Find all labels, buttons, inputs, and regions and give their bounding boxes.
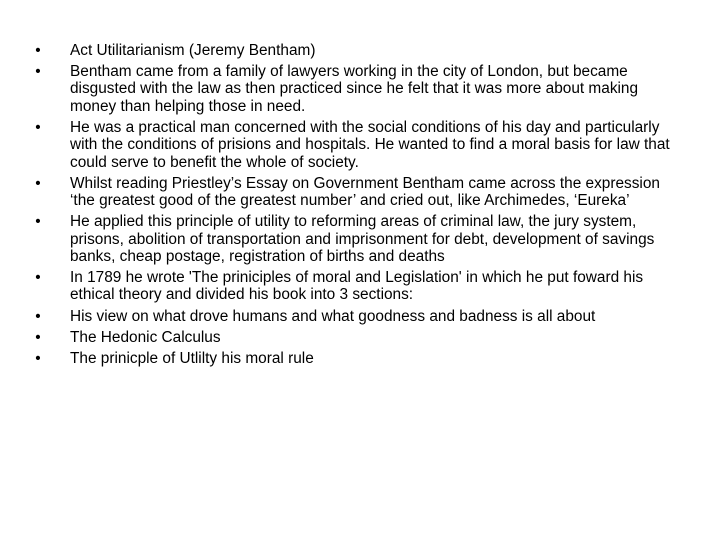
bullet-marker: • bbox=[35, 118, 41, 136]
bullet-list bbox=[28, 42, 688, 371]
bullet-text: The prinicple of Utlilty his moral rule bbox=[70, 349, 314, 367]
bullet-item-priestley bbox=[28, 175, 688, 210]
bullet-text: Whilst reading Priestley’s Essay on Government Bentham came across the expression ‘the greatest good of the greatest number’ and cried out, like Archimedes, ‘Eureka’ bbox=[70, 174, 660, 210]
bullet-text: The Hedonic Calculus bbox=[70, 328, 221, 346]
bullet-text: He applied this principle of utility to reforming areas of criminal law, the jury system, prisons, abolition of transportation and imprisonment for debt, development of savings banks, cheap postage, registration of births and deaths bbox=[70, 213, 655, 265]
bullet-text: His view on what drove humans and what goodness and badness is all about bbox=[70, 307, 596, 325]
bullet-text: In 1789 he wrote 'The priniciples of moral and Legislation' in which he put foward his ethical theory and divided his book into 3 sections: bbox=[70, 269, 644, 304]
bullet-marker: • bbox=[35, 269, 41, 287]
bullet-item-background bbox=[28, 63, 688, 115]
bullet-item-section-3 bbox=[28, 350, 688, 367]
bullet-text: Bentham came from a family of lawyers working in the city of London, but became disgusted with the law as then practiced since he felt that it was more about making money than helping those in need. bbox=[70, 63, 639, 115]
bullet-marker: • bbox=[35, 328, 41, 346]
bullet-item-practical-man bbox=[28, 119, 688, 171]
bullet-marker: • bbox=[35, 307, 41, 325]
bullet-text: Act Utilitarianism (Jeremy Bentham) bbox=[70, 42, 316, 59]
bullet-item-heading bbox=[28, 42, 688, 59]
bullet-marker: • bbox=[35, 42, 41, 59]
bullet-item-principle-of-utility bbox=[28, 213, 688, 265]
bullet-item-section-1 bbox=[28, 308, 688, 325]
bullet-marker: • bbox=[35, 63, 41, 81]
bullet-item-section-2 bbox=[28, 329, 688, 346]
bullet-text: He was a practical man concerned with the social conditions of his day and particularly with the conditions of prisions and hospitals. He wanted to find a moral basis for law that could serve to benefit the whole of society. bbox=[70, 118, 670, 171]
bullet-marker: • bbox=[35, 174, 41, 192]
bullet-marker: • bbox=[35, 213, 41, 231]
bullet-marker: • bbox=[35, 349, 41, 367]
bullet-item-1789-book bbox=[28, 269, 688, 304]
